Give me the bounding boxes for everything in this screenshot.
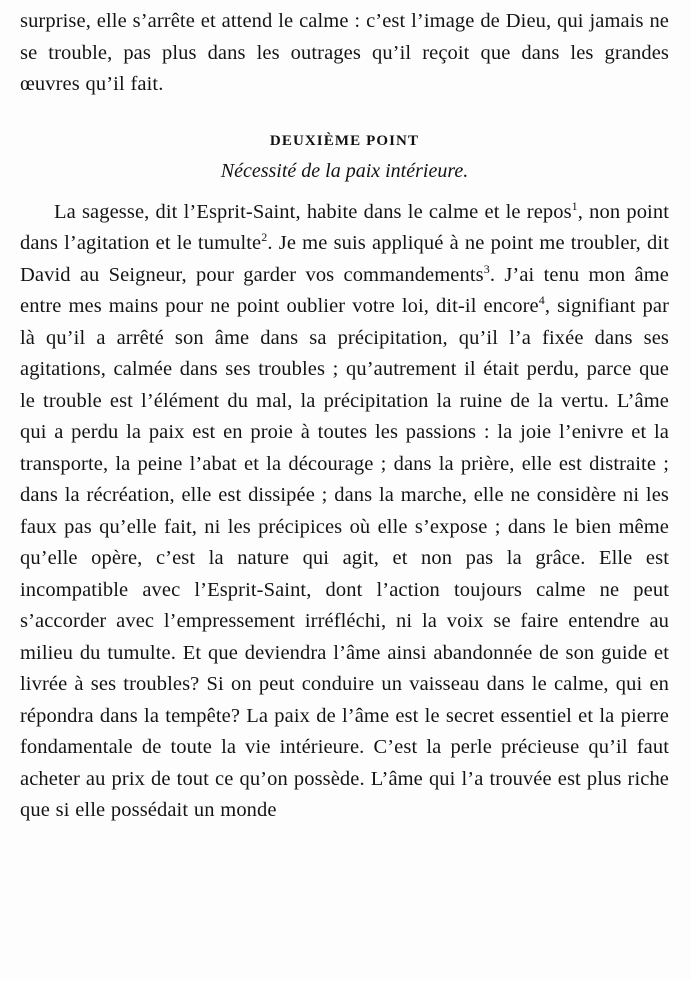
footnote-marker-2: 2: [261, 230, 268, 245]
section-heading: DEUXIÈME POINT: [269, 132, 420, 149]
body-part-1: La sagesse, dit l’Esprit-Saint, habite dans le calme et le repos: [54, 200, 572, 223]
footnote-marker-3: 3: [483, 261, 490, 276]
body-part-2: , non point dans l’agitation et le tumulte: [20, 200, 669, 254]
body-part-4: . J’ai tenu mon âme entre mes mains pour ne point oublier votre loi, dit-il encore: [20, 263, 669, 317]
body-part-3: . Je me suis appliqué à ne point me troubler, dit David au Seigneur, pour garder vos commandements: [20, 232, 669, 286]
spacer: [20, 101, 669, 111]
body-paragraph: [20, 197, 669, 827]
top-paragraph: surprise, elle s’arrête et attend le calme : c’est l’image de Dieu, qui jamais ne se trouble, pas plus dans les outrages qu’il reçoit que dans les grandes œuvres qu’il fait.: [20, 10, 669, 95]
body-part-5: , signifiant par là qu’il a arrêté son âme dans sa précipitation, qu’il l’a fixée dans ses agitations, calmée dans ses troubles ; qu’autrement il était perdu, parce que le trouble est l’élément du mal, la précipitation la ruine de la vertu. L’âme qui a perdu la paix est en proie à toutes les passions : la joie l’enivre et la transporte, la peine l’abat et la décourage ; dans la prière, elle est distraite ; dans la récréation, elle est dissipée ; dans la marche, elle ne considère ni les faux pas qu’elle fait, ni les précipices où elle s’expose ; dans le bien même qu’elle opère, c’est la nature qui agit, et non pas la grâce. Elle est incompatible avec l’Esprit-Saint, dont l’action toujours calme ne peut s’accorder avec l’empressement irréfléchi, ni la voix se faire entendre au milieu du tumulte. Et que deviendra l’âme ainsi abandonnée de son guide et livrée à ses troubles? Si on peut conduire un vaisseau dans le calme, qui en répondra dans la tempête? La paix de l’âme est le secret essentiel et la pierre fondamentale de toute la vie intérieure. C’est la perle précieuse qu’il faut acheter au prix de tout ce qu’on possède. L’âme qui l’a trouvée est plus riche que si elle possédait un monde: [20, 295, 669, 821]
footnote-marker-4: 4: [538, 293, 545, 308]
section-subheading: Nécessité de la paix intérieure.: [220, 159, 469, 182]
footnote-marker-1: 1: [571, 198, 578, 213]
